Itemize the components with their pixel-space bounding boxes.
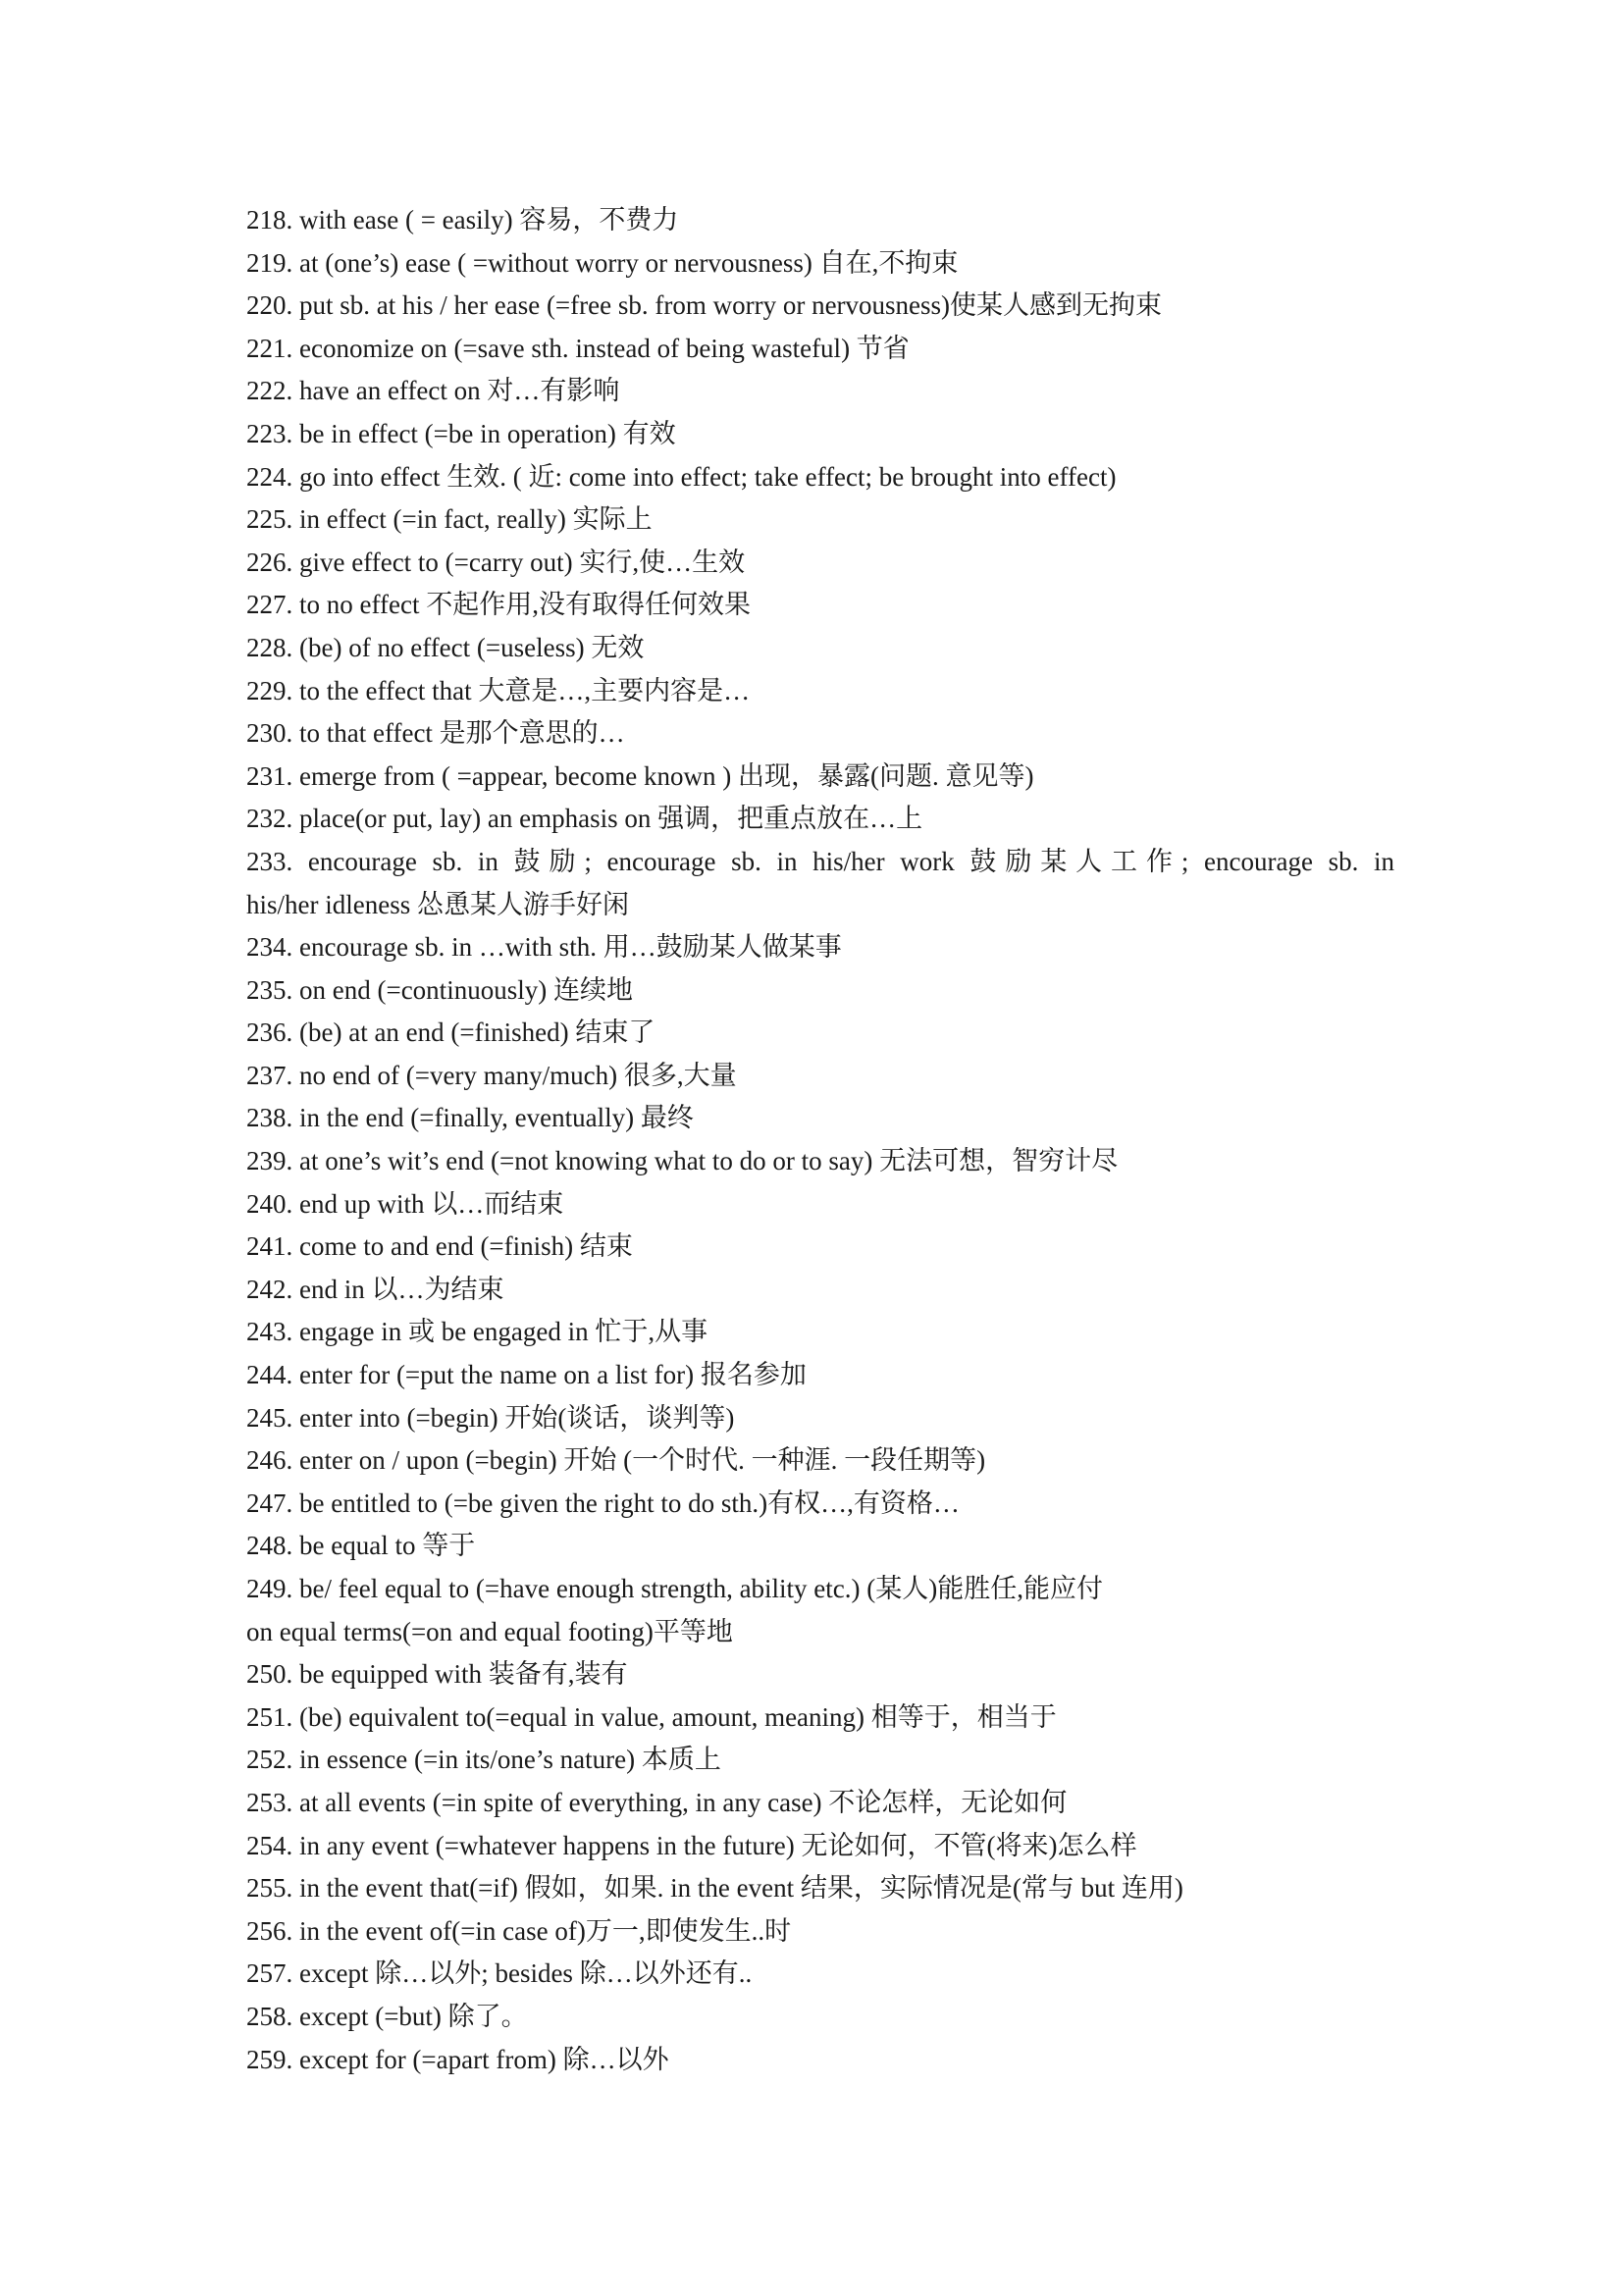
entry-234: 234. encourage sb. in …with sth. 用…鼓励某人做某事 [246, 932, 842, 963]
entry-251: 251. (be) equivalent to(=equal in value, amount, meaning) 相等于，相当于 [246, 1701, 1057, 1732]
entry-250: 250. be equipped with 装备有,装有 [246, 1659, 628, 1690]
entry-238: 238. in the end (=finally, eventually) 最终 [246, 1103, 694, 1133]
entry-243: 243. engage in 或 be engaged in 忙于,从事 [246, 1317, 708, 1347]
entry-232: 232. place(or put, lay) an emphasis on 强调，把重点放在…上 [246, 804, 923, 834]
entry-255: 255. in the event that(=if) 假如，如果. in the event 结果，实际情况是(常与 but 连用) [246, 1873, 1183, 1904]
entry-222: 222. have an effect on 对…有影响 [246, 376, 620, 406]
entry-244: 244. enter for (=put the name on a list for) 报名参加 [246, 1360, 807, 1390]
entry-256: 256. in the event of(=in case of)万一,即使发生..时 [246, 1915, 792, 1946]
entry-259: 259. except for (=apart from) 除…以外 [246, 2044, 669, 2074]
entry-226: 226. give effect to (=carry out) 实行,使…生效 [246, 547, 746, 577]
entry-242: 242. end in 以…为结束 [246, 1274, 504, 1304]
entry-233: 233. encourage sb. in 鼓励; encourage sb. in his/her work 鼓励某人工作; encourage sb. in [246, 846, 1394, 876]
entry-252: 252. in essence (=in its/one’s nature) 本质上 [246, 1745, 721, 1775]
entry-224: 224. go into effect 生效. ( 近: come into effect; take effect; be brought into effect) [246, 461, 1117, 492]
entry-239: 239. at one’s wit’s end (=not knowing what to do or to say) 无法可想，智穷计尽 [246, 1146, 1119, 1176]
entry-218: 218. with ease ( = easily) 容易，不费力 [246, 205, 679, 235]
entry-220: 220. put sb. at his / her ease (=free sb. from worry or nervousness)使某人感到无拘束 [246, 290, 1163, 321]
entry-225: 225. in effect (=in fact, really) 实际上 [246, 504, 653, 535]
entry-223: 223. be in effect (=be in operation) 有效 [246, 418, 676, 448]
entry-258: 258. except (=but) 除了。 [246, 2001, 528, 2031]
entry-248: 248. be equal to 等于 [246, 1531, 476, 1561]
entry-253: 253. at all events (=in spite of everything, in any case) 不论怎样，无论如何 [246, 1787, 1068, 1817]
entry-237: 237. no end of (=very many/much) 很多,大量 [246, 1060, 737, 1090]
entry-240: 240. end up with 以…而结束 [246, 1188, 564, 1219]
entry-233-continued: his/her idleness 怂恿某人游手好闲 [246, 889, 629, 919]
entry-247: 247. be entitled to (=be given the right to do sth.)有权…,有资格… [246, 1487, 960, 1518]
entry-227: 227. to no effect 不起作用,没有取得任何效果 [246, 590, 751, 620]
entry-241: 241. come to and end (=finish) 结束 [246, 1231, 633, 1262]
entry-245: 245. enter into (=begin) 开始(谈话，谈判等) [246, 1402, 735, 1433]
entry-249: 249. be/ feel equal to (=have enough strength, ability etc.) (某人)能胜任,能应付 [246, 1574, 1104, 1603]
entry-229: 229. to the effect that 大意是…,主要内容是… [246, 675, 751, 705]
entry-246: 246. enter on / upon (=begin) 开始 (一个时代. 一种涯. 一段任期等) [246, 1445, 986, 1476]
entry-249-continued: on equal terms(=on and equal footing)平等地 [246, 1616, 733, 1646]
entry-219: 219. at (one’s) ease ( =without worry or nervousness) 自在,不拘束 [246, 247, 959, 278]
entry-228: 228. (be) of no effect (=useless) 无效 [246, 632, 645, 662]
entry-235: 235. on end (=continuously) 连续地 [246, 974, 633, 1005]
entry-257: 257. except 除…以外; besides 除…以外还有.. [246, 1958, 753, 1989]
entry-254: 254. in any event (=whatever happens in the future) 无论如何，不管(将来)怎么样 [246, 1830, 1137, 1860]
document-page [246, 199, 1394, 2081]
entry-231: 231. emerge from ( =appear, become known ) 出现，暴露(问题. 意见等) [246, 760, 1034, 791]
entry-230: 230. to that effect 是那个意思的… [246, 718, 625, 749]
entry-236: 236. (be) at an end (=finished) 结束了 [246, 1018, 655, 1048]
entry-221: 221. economize on (=save sth. instead of being wasteful) 节省 [246, 333, 910, 363]
